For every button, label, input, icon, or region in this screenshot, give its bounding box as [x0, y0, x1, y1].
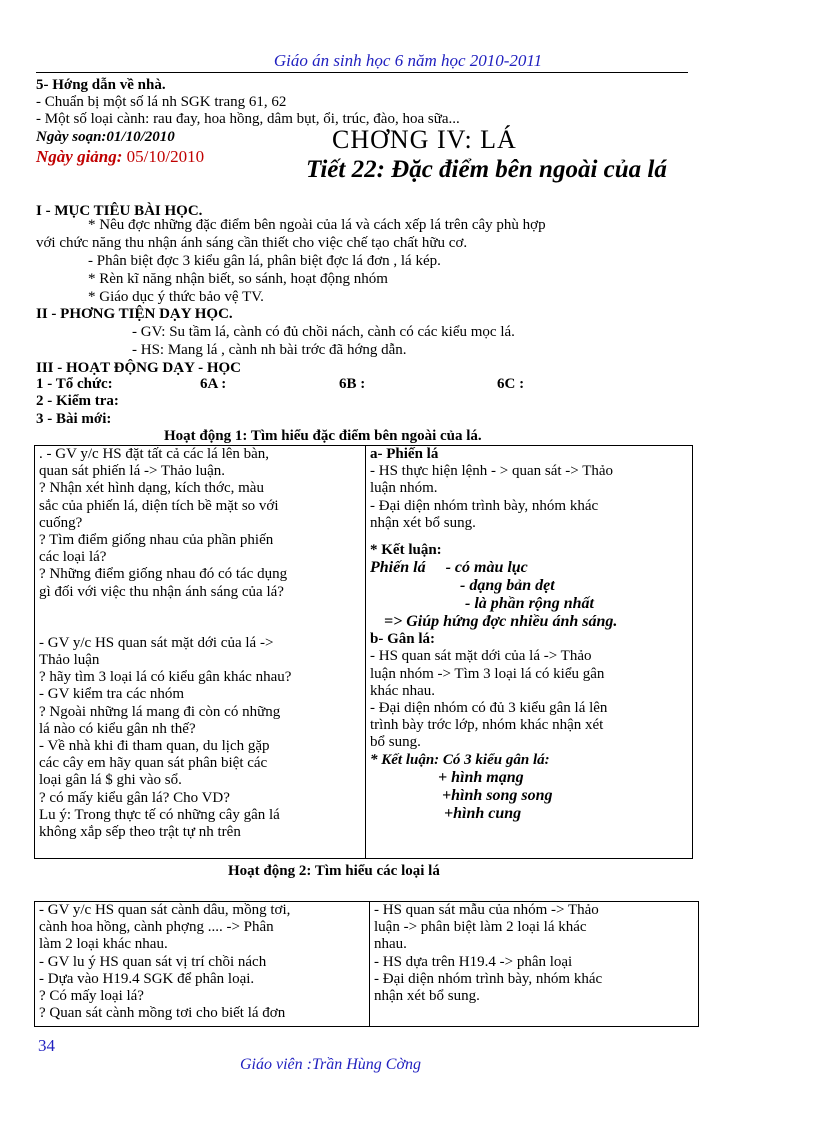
spacer	[39, 618, 361, 635]
lesson-title: Tiết 22: Đặc điểm bên ngoài của lá	[306, 156, 667, 183]
teacher-line: ? Ngoài những lá mang đi còn có những	[39, 703, 281, 720]
student-line: - HS dựa trên H19.4 -> phân loại	[374, 953, 573, 970]
teacher-line: lá nào có kiểu gân nh thế?	[39, 720, 196, 737]
teacher-line: . - GV y/c HS đặt tất cả các lá lên bàn,	[39, 446, 270, 462]
activity2-title: Hoạt động 2: Tìm hiểu các loại lá	[228, 863, 440, 879]
activity2-student-cell	[370, 902, 699, 1027]
activity1-table	[34, 445, 693, 859]
teacher-line: - GV y/c HS quan sát cành dâu, mồng tơi,	[39, 902, 291, 918]
page-number: 34	[38, 1036, 55, 1055]
teacher-line: ? hãy tìm 3 loại lá có kiểu gân khác nhau?	[39, 669, 292, 686]
teacher-line: quan sát phiến lá -> Thảo luận.	[39, 463, 226, 480]
activity2-table	[34, 901, 699, 1027]
blade-row	[370, 559, 688, 577]
class-6b: 6B :	[339, 376, 366, 392]
blade-point: - có màu lục	[445, 559, 528, 577]
teacher-line: làm 2 loại khác nhau.	[39, 936, 168, 953]
blade-result: => Giúp hứng đợc nhiều ánh sáng.	[384, 613, 618, 631]
teacher-line: cuống?	[39, 514, 83, 531]
teacher-line: ? có mấy kiểu gân lá? Cho VD?	[39, 789, 230, 806]
blade-point: - là phần rộng nhất	[465, 595, 594, 613]
teacher-line: các cây em hãy quan sát phân biệt các	[39, 755, 268, 772]
prep-date: Ngày soạn:01/10/2010	[36, 129, 175, 145]
teacher-line: không xắp sếp theo trật tự nh trên	[39, 824, 241, 841]
objective-line: * Giáo dục ý thức bảo vệ TV.	[88, 289, 264, 305]
teacher-line: Thảo luận	[39, 652, 100, 669]
activity1-student-cell	[366, 446, 693, 859]
vein-type: +hình song song	[442, 786, 553, 804]
teacher-line: - GV y/c HS quan sát mặt dới của lá ->	[39, 634, 274, 651]
student-line: luận nhóm -> Tìm 3 loại lá có kiểu gân	[370, 665, 605, 682]
student-line: luận -> phân biệt làm 2 loại lá khác	[374, 919, 587, 936]
means-heading: II - PHƠNG TIỆN DẠY HỌC.	[36, 306, 233, 322]
student-line: - HS quan sát mẫu của nhóm -> Thảo	[374, 902, 599, 918]
teach-date-label: Ngày giảng:	[36, 147, 123, 166]
blade-label: Phiến lá	[370, 559, 426, 577]
teacher-line: ? Nhận xét hình dạng, kích thớc, màu	[39, 480, 264, 497]
new-lesson-label: 3 - Bài mới:	[36, 411, 112, 427]
student-line: - Đại diện nhóm có đủ 3 kiểu gân lá lên	[370, 700, 608, 717]
teacher-line: Lu ý: Trong thực tế có những cây gân lá	[39, 806, 280, 823]
class-6c: 6C :	[497, 376, 525, 392]
page-header-title: Giáo án sinh học 6 năm học 2010-2011	[273, 51, 543, 70]
teacher-line: - GV kiểm tra các nhóm	[39, 686, 185, 703]
section5-item: - Một số loại cành: rau đay, hoa hồng, dâm bụt, ổi, trúc, đào, hoa sữa...	[36, 111, 460, 127]
student-line: nhau.	[374, 936, 407, 953]
subsection-a-heading: a- Phiến lá	[370, 446, 439, 462]
objective-line: * Rèn kĩ năng nhận biết, so sánh, hoạt động nhóm	[88, 271, 388, 287]
blade-point: - dạng bản dẹt	[460, 577, 555, 595]
teacher-name: Giáo viên :Trần Hùng Cờng	[240, 1056, 421, 1073]
subsection-b-heading: b- Gân lá:	[370, 631, 436, 648]
section5-item: - Chuẩn bị một số lá nh SGK trang 61, 62	[36, 94, 287, 110]
spacer	[370, 532, 688, 542]
teacher-line: ? Quan sát cành mồng tơi cho biết lá đơn	[39, 1005, 286, 1022]
org-label: 1 - Tổ chức:	[36, 376, 113, 392]
chapter-title: CHƠNG IV: LÁ	[332, 125, 517, 154]
conclusion-label: * Kết luận:	[370, 542, 442, 559]
teach-date	[36, 148, 204, 165]
vein-conclusion: * Kết luận: Có 3 kiểu gân lá:	[370, 751, 550, 768]
student-line: khác nhau.	[370, 682, 435, 699]
activity1-title: Hoạt động 1: Tìm hiểu đặc điểm bên ngoài của lá.	[164, 428, 482, 444]
student-line: luận nhóm.	[370, 480, 438, 497]
check-label: 2 - Kiểm tra:	[36, 393, 119, 409]
vein-type: +hình cung	[444, 804, 522, 822]
teacher-line: - Dựa vào H19.4 SGK để phân loại.	[39, 970, 255, 987]
teacher-line: ? Có mấy loại lá?	[39, 988, 144, 1005]
means-line: - GV: Su tầm lá, cành có đủ chồi nách, cành có các kiểu mọc lá.	[132, 324, 515, 340]
student-line: trình bày trớc lớp, nhóm khác nhận xét	[370, 717, 604, 734]
class-6a: 6A :	[200, 376, 227, 392]
teach-date-value: 05/10/2010	[122, 147, 205, 166]
student-line: - HS thực hiện lệnh - > quan sát -> Thảo	[370, 463, 614, 480]
teacher-line: - Về nhà khi đi tham quan, du lịch gặp	[39, 738, 270, 755]
section5-heading: 5- Hớng dẫn về nhà.	[36, 77, 166, 93]
objective-line: - Phân biệt đợc 3 kiểu gân lá, phân biệt đợc lá đơn , lá kép.	[88, 253, 441, 269]
teacher-line: gì đối với việc thu nhận ánh sáng của lá?	[39, 583, 284, 600]
vein-type: + hình mạng	[438, 768, 524, 786]
teacher-line: sắc của phiến lá, diện tích bề mặt so với	[39, 497, 279, 514]
objective-line: * Nêu đợc những đặc điểm bên ngoài của lá và cách xếp lá trên cây phù hợp	[88, 217, 546, 233]
student-line: nhận xét bổ sung.	[370, 514, 476, 531]
teacher-line: các loại lá?	[39, 549, 107, 566]
teacher-line: ? Tìm điểm giống nhau của phần phiến	[39, 532, 274, 549]
means-line: - HS: Mang lá , cành nh bài trớc đã hớng dẫn.	[132, 342, 407, 358]
header-rule	[36, 72, 688, 73]
activity2-teacher-cell	[35, 902, 370, 1027]
teacher-line: cành hoa hồng, cành phợng .... -> Phân	[39, 919, 274, 936]
activity1-teacher-cell	[35, 446, 366, 859]
teacher-line: - GV lu ý HS quan sát vị trí chồi nách	[39, 953, 267, 970]
teacher-line: loại gân lá $ ghi vào sổ.	[39, 772, 182, 789]
objectives-heading: I - MỤC TIÊU BÀI HỌC.	[36, 203, 203, 219]
student-line: bổ sung.	[370, 734, 421, 751]
student-line: - HS quan sát mặt dới của lá -> Thảo	[370, 648, 592, 665]
teacher-line: ? Những điểm giống nhau đó có tác dụng	[39, 566, 288, 583]
student-line: nhận xét bổ sung.	[374, 988, 480, 1005]
student-line: - Đại diện nhóm trình bày, nhóm khác	[370, 497, 599, 514]
objective-line: với chức năng thu nhận ánh sáng cần thiết cho việc chế tạo chất hữu cơ.	[36, 235, 468, 251]
student-line: - Đại diện nhóm trình bày, nhóm khác	[374, 970, 603, 987]
activities-heading: III - HOẠT ĐỘNG DẠY - HỌC	[36, 360, 242, 376]
spacer	[39, 601, 361, 618]
